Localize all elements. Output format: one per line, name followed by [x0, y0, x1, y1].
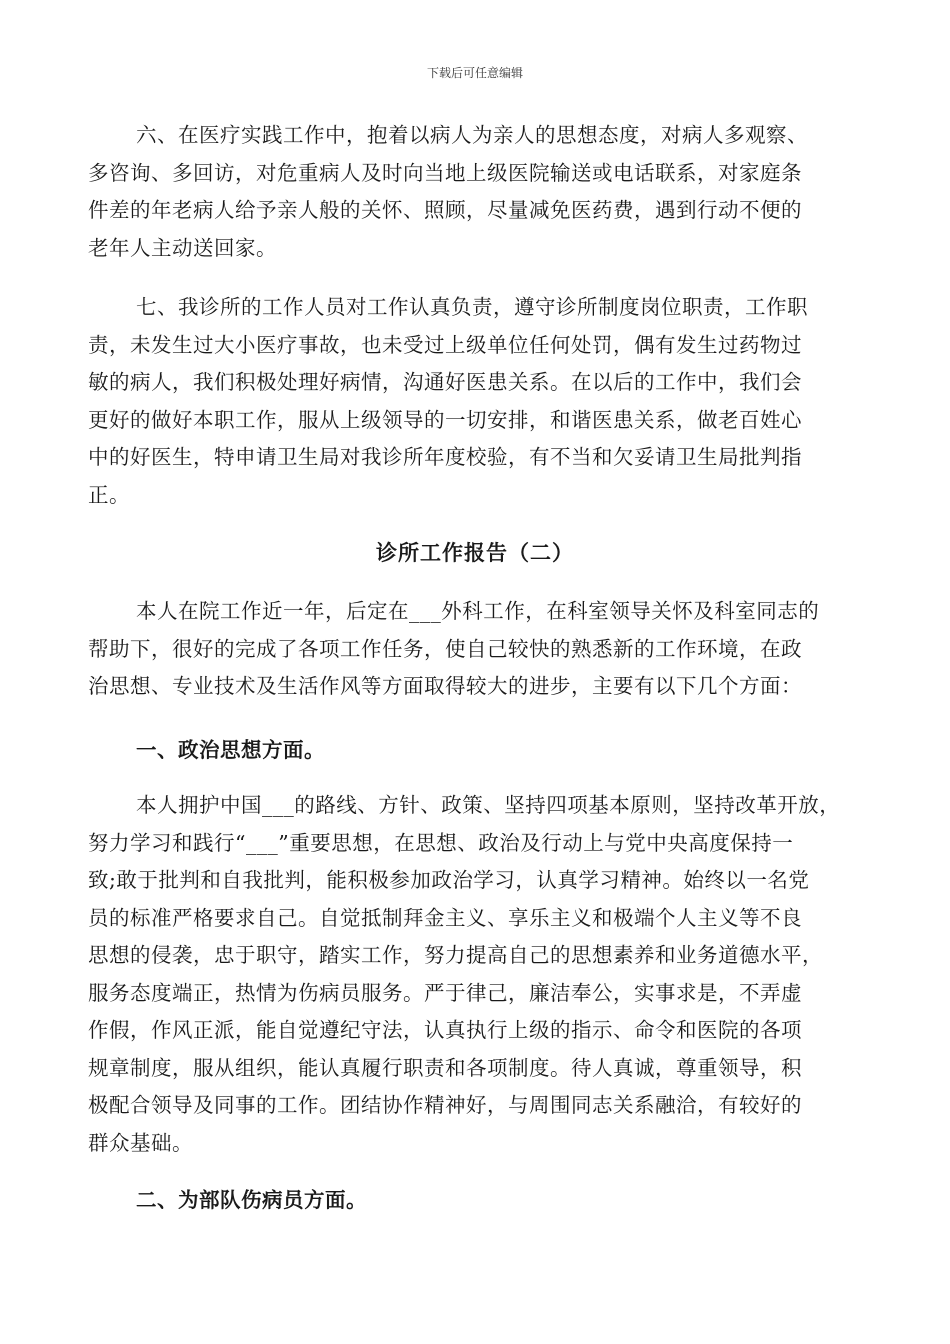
- paragraph-line: 多咨询、多回访，对危重病人及时向当地上级医院输送或电话联系，对家庭条: [88, 160, 802, 185]
- paragraph-line: 六、在医疗实践工作中，抱着以病人为亲人的思想态度，对病人多观察、: [136, 123, 808, 147]
- paragraph-line: 思想的侵袭，忠于职守，踏实工作，努力提高自己的思想素养和业务道德水平，: [88, 943, 823, 967]
- paragraph-line: 规章制度，服从组织，能认真履行职责和各项制度。待人真诚，尊重领导，积: [88, 1055, 802, 1080]
- intro-paragraph: [88, 593, 858, 706]
- paragraph-line: 群众基础。: [88, 1130, 193, 1155]
- paragraph-line: 件差的年老病人给予亲人般的关怀、照顾，尽量减免医药费，遇到行动不便的: [88, 198, 802, 222]
- paragraph-line: 本人拥护中国___的路线、方针、政策、坚持四项基本原则，坚持改革开放，: [136, 793, 841, 817]
- paragraph-line: 帮助下，很好的完成了各项工作任务，使自己较快的熟悉新的工作环境，在政: [88, 636, 802, 661]
- paragraph-line: 敏的病人，我们积极处理好病情，沟通好医患关系。在以后的工作中，我们会: [88, 370, 802, 394]
- politics-paragraph: [88, 787, 858, 1162]
- paragraph-line: 服务态度端正，热情为伤病员服务。严于律己，廉洁奉公，实事求是，不弄虚: [88, 980, 802, 1005]
- paragraph-line: 更好的做好本职工作，服从上级领导的一切安排，和谐医患关系，做老百姓心: [88, 407, 802, 432]
- paragraph-line: 七、我诊所的工作人员对工作认真负责，遵守诊所制度岗位职责，工作职: [136, 295, 808, 319]
- heading-politics: 一、政治思想方面。: [136, 738, 325, 762]
- paragraph-line: 极配合领导及同事的工作。团结协作精神好，与周围同志关系融洽，有较好的: [88, 1093, 802, 1117]
- paragraph-line: 治思想、专业技术及生活作风等方面取得较大的进步，主要有以下几个方面：: [88, 674, 802, 698]
- paragraph-line: 正。: [88, 482, 130, 507]
- paragraph-line: 作假，作风正派，能自觉遵纪守法，认真执行上级的指示、命令和医院的各项: [88, 1018, 802, 1042]
- header-note: 下载后可任意编辑: [426, 66, 523, 80]
- paragraph-line: 员的标准严格要求自己。自觉抵制拜金主义、享乐主义和极端个人主义等不良: [88, 905, 802, 930]
- paragraph-seven: [88, 289, 858, 514]
- paragraph-line: 中的好医生，特申请卫生局对我诊所年度校验，有不当和欠妥请卫生局批判指: [88, 445, 802, 469]
- paragraph-six: [88, 117, 858, 267]
- heading-army-patients: 二、为部队伤病员方面。: [136, 1188, 367, 1212]
- paragraph-line: 致;敢于批判和自我批判，能积极参加政治学习，认真学习精神。始终以一名党: [88, 868, 810, 892]
- paragraph-line: 本人在院工作近一年，后定在___外科工作，在科室领导关怀及科室同志的: [136, 599, 820, 623]
- section-title: 诊所工作报告（二）: [376, 540, 574, 565]
- paragraph-line: 老年人主动送回家。: [88, 235, 277, 260]
- paragraph-line: 努力学习和践行“___”重要思想，在思想、政治及行动上与党中央高度保持一: [88, 830, 794, 855]
- paragraph-line: 责，未发生过大小医疗事故，也未受过上级单位任何处罚，偶有发生过药物过: [88, 332, 802, 357]
